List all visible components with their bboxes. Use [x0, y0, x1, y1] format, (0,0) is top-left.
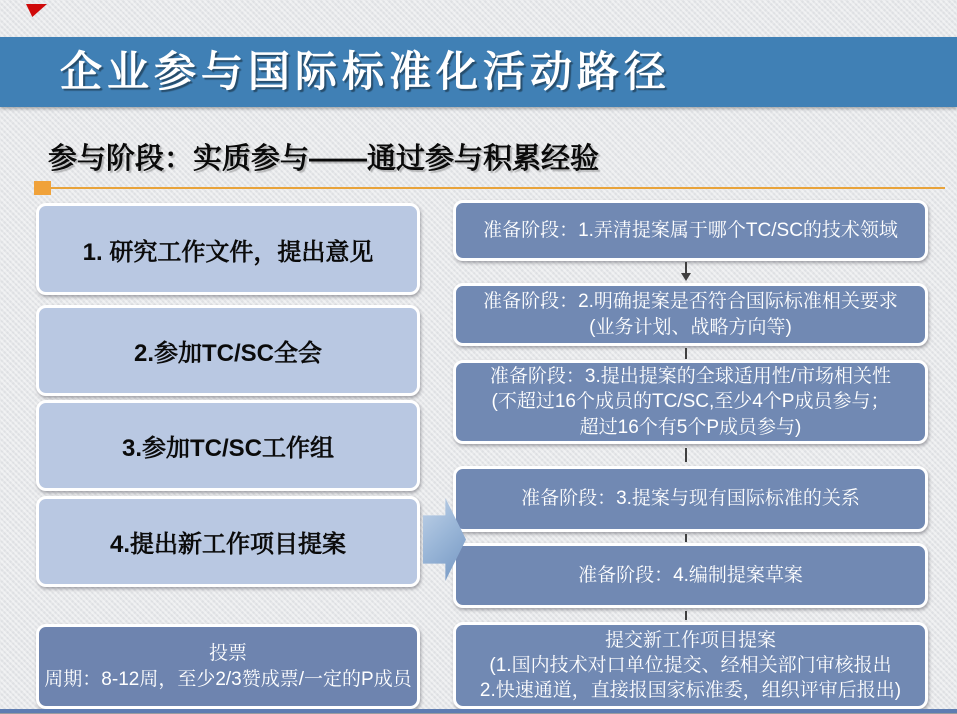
prep-box-line: 准备阶段：2.明确提案是否符合国际标准相关要求 [483, 291, 898, 313]
prep-box-line: 提交新工作项目提案 [604, 629, 776, 651]
vote-detail: 周期：8-12周，至少2/3赞成票/一定的P成员 [44, 668, 412, 690]
step-box-3: 3.参加TC/SC工作组 [36, 400, 420, 491]
prep-box-line: 2.快速通道，直接报国家标准委，组织评审后报出) [479, 680, 902, 702]
connector-line [685, 534, 687, 542]
connector-line [685, 448, 687, 462]
prep-box-5 [453, 543, 928, 608]
prep-box-line: 准备阶段：3.提案与现有国际标准的关系 [521, 488, 860, 510]
step-box-2: 2.参加TC/SC全会 [36, 305, 420, 396]
prep-box-line: (不超过16个成员的TC/SC,至少4个P成员参与； [491, 391, 890, 413]
prep-box-3 [453, 360, 928, 444]
slide-subtitle: 参与阶段：实质参与——通过参与积累经验 [48, 143, 600, 175]
title-band [0, 37, 957, 107]
accent-underline [51, 187, 945, 189]
step-box-4: 4.提出新工作项目提案 [36, 496, 420, 587]
vote-title: 投票 [208, 642, 247, 664]
connector-line [685, 348, 687, 359]
prep-box-1 [453, 200, 928, 261]
submit-proposal-box [453, 622, 928, 709]
prep-box-line: 超过16个有5个P成员参与) [579, 416, 802, 438]
prep-box-4 [453, 466, 928, 532]
slide-title: 企业参与国际标准化活动路径 [60, 48, 672, 95]
prep-box-line: 准备阶段：1.弄清提案属于哪个TC/SC的技术领域 [483, 219, 898, 241]
prep-box-line: 准备阶段：4.编制提案草案 [578, 564, 803, 586]
red-corner-mark-icon [26, 4, 47, 17]
connector-line [685, 611, 687, 620]
accent-square [34, 181, 51, 195]
prep-box-2 [453, 283, 928, 346]
down-arrow-head-icon [681, 273, 691, 281]
step-box-1: 1. 研究工作文件，提出意见 [36, 203, 420, 295]
prep-box-line: 准备阶段：3.提出提案的全球适用性/市场相关性 [489, 366, 892, 388]
prep-box-line: (1.国内技术对口单位提交、经相关部门审核报出 [489, 654, 892, 676]
prep-box-line: (业务计划、战略方向等) [589, 316, 792, 338]
vote-box [36, 624, 420, 709]
